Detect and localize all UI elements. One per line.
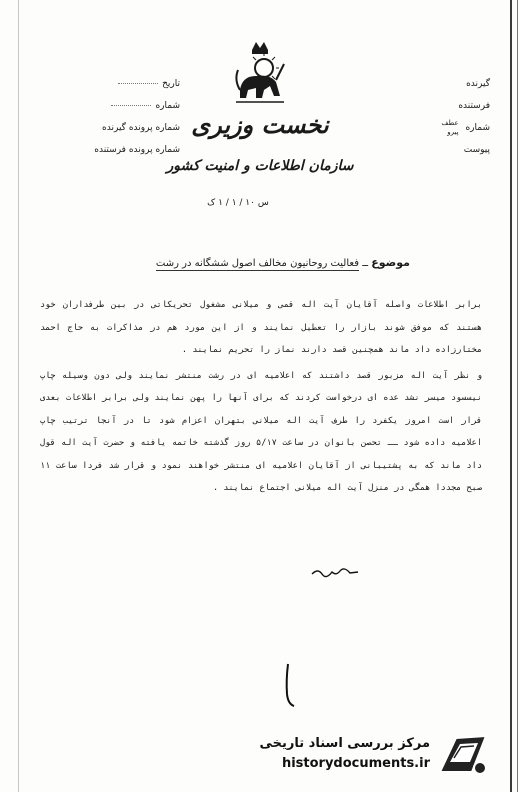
meta-fields-right	[398, 72, 490, 160]
meta-number-followup: پیرو	[447, 127, 459, 136]
meta-number: شماره عطف پیرو	[441, 118, 490, 136]
lion-and-sun-emblem-icon	[230, 40, 290, 108]
meta-fields-left	[52, 72, 180, 160]
page-edge-right-shadow	[517, 0, 518, 792]
meta-attachment: پیوست	[463, 145, 490, 155]
body-paragraph-1: برابر اطلاعات واصله آقایان آیت اله قمی و میلانی مشغول تحریکاتی در بین طرفداران خود هستند که موفق شوند بازار را تعطیل نمایند و از این مورد هم در مذاکرات به حاج احمد مختارزاده داد ماند همچنین قصد دارند نماز را تحریم نمایند .	[40, 300, 482, 355]
handwritten-signature-icon	[310, 566, 360, 578]
body-paragraph-2: و نظر آیت اله مزبور قصد داشتند که اعلامیه ای در رشت منتشر نمایند ولی دون وسیله چاپ نیسسود میسر نشد عده ای درخواست کردند که برای آنها را پهن نمایند ولی برابر اطلاعات بعدی قرار است امروز یکفرد را طرف آیت اله میلانی بتهران اعزام شود تا در آنجا ترتیب چاپ اعلامیه داده شود ــ تحصن بانوان در ساعت ۵/۱۷ روز گذشته خاتمه یافته و حضرت آیت اله قول داد ماند که به پشتیبانی از آقایان اعلامیه ای منتشر خواهند نمود و قرار شد فردا ساعت ۱۱ صبح مجددا همگی در منزل آیت اله میلانی اجتماع نمایند .	[40, 370, 483, 493]
meta-date: تاریخ	[52, 72, 180, 94]
meta-sender: فرستنده	[458, 101, 490, 111]
letter-body	[40, 294, 482, 500]
page-edge-right	[510, 0, 512, 792]
page-edge-left	[18, 0, 19, 792]
org-title-prime-ministry: نخست وزیری	[191, 110, 329, 139]
meta-recipient-file-number: شماره پرونده گیرنده	[102, 123, 180, 133]
reference-number: س ۱۰ / ۱ / ۱ ک	[207, 198, 269, 208]
handwritten-number-mark	[268, 660, 308, 710]
watermark-organization-name: مرکز بررسی اسناد تاریخی	[259, 736, 430, 751]
meta-sender-file-number: شماره پرونده فرستنده	[94, 145, 180, 155]
subject-line: موضوع ــ فعالیت روحانیون مخالف اصول ششگانه در رشت	[155, 256, 410, 269]
watermark-url: historydocuments.ir	[281, 756, 430, 771]
subject-text: فعالیت روحانیون مخالف اصول ششگانه در رشت	[155, 258, 360, 269]
meta-left-number: شماره	[52, 94, 180, 116]
meta-recipient: گیرنده	[466, 79, 490, 89]
watermark	[230, 730, 500, 780]
document-scroll-logo-icon	[436, 732, 490, 778]
org-title-security-organization: سازمان اطلاعات و امنیت کشور	[166, 158, 354, 174]
subject-label: موضوع	[371, 256, 410, 269]
meta-number-ref: عطف	[441, 118, 459, 127]
